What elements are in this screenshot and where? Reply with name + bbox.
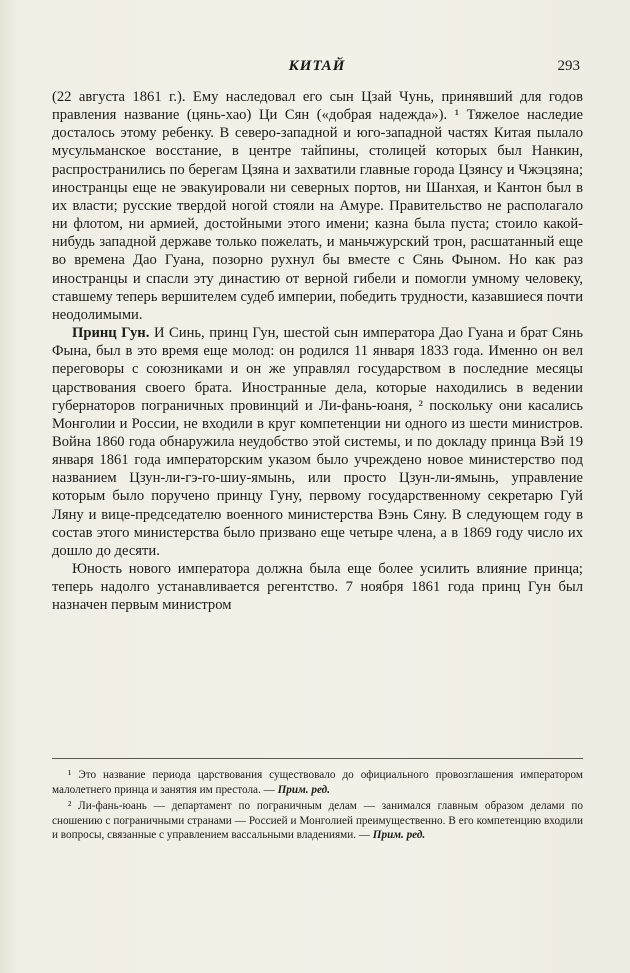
footnote-divider [52,758,583,759]
footnote-2-text: ² Ли-фань-юань — департамент по пограничным делам — занимался главным образом делами по сношению с пограничными странами — Россией и Монголией преимущественно. В его компетенцию входили и вопросы, связанные с управлением вассальными владениями. — [52,800,583,842]
running-title: КИТАЙ [288,58,346,74]
paragraph-2 [52,324,583,560]
paragraph-3: Юность нового императора должна была еще более усилить влияние принца; теперь надолго устанавливается регентство. 7 ноября 1861 года принц Гун был назначен первым министром [52,561,583,614]
paragraph-1: (22 августа 1861 г.). Ему наследовал его сын Цзай Чунь, принявший для годов правления название (цянь-хао) Ци Сян («добрая надежда»). ¹ Тяжелое наследие досталось этому ребенку. В северо-западной и юго-западной частях Китая пылало мусульманское восстание, в центре тайпины, столицей которых был Нанкин, распространились по берегам Цзяна и захватили главные города Цзянсу и Чжэцзяна; иностранцы еще не эвакуировали ни северных портов, ни Шанхая, и Кантон был в их власти; русские твердой ногой стояли на Амуре. Правительство не располагало ни флотом, ни армией, достойными этого имени; казна была пуста; стоило какой-нибудь западной державе только пожелать, и маньчжурский трон, расшатанный еще во времена Дао Гуана, позорно рухнул бы вместе с Сянь Фыном. Но как раз иностранцы и спасли эту династию от верной гибели и помогли умному человеку, ставшему теперь вершителем судеб империи, победить трудности, казавшиеся почти неодолимыми. [52,89,583,323]
footnote-1-text: ¹ Это название периода царствования существовало до официального провозглашения императором малолетнего принца и занятия им престола. — [52,769,583,796]
footnote-2 [52,799,583,843]
footnote-1 [52,768,583,797]
footnote-1-editor-note: Прим. ред. [277,783,330,796]
page-header [50,58,584,82]
page-number: 293 [557,58,580,74]
main-text [52,88,583,615]
footnote-2-editor-note: Прим. ред. [372,829,426,842]
footnotes [52,768,583,845]
paragraph-2-text: И Синь, принц Гун, шестой сын императора Дао Гуана и брат Сянь Фына, был в это время еще молод: он родился 11 января 1833 года. Именно он вел переговоры с союзниками и он же управлял государством в последние месяцы царствования своего брата. Иностранные дела, которые находились в ведении губернаторов пограничных провинций и Ли-фань-юаня, ² поскольку они касались Монголии и России, не входили в круг компетенции ни одного из шести министров. Война 1860 года обнаружила неудобство этой системы, и по докладу принца Вэй 19 января 1861 года императорским указом было учреждено новое министерство под названием Цзун-ли-гэ-го-шиу-ямынь, или просто Цзун-ли-ямынь, управление которым было поручено принцу Гуну, первому государственному секретарю Гуй Ляну и вице-председателю военного министерства Вэнь Сяну. В следующем году в состав этого министерства было призвано еще четыре члена, а в 1869 году число их дошло до десяти. [52,325,583,559]
section-heading-prince-gun: Принц Гун. [72,325,150,342]
